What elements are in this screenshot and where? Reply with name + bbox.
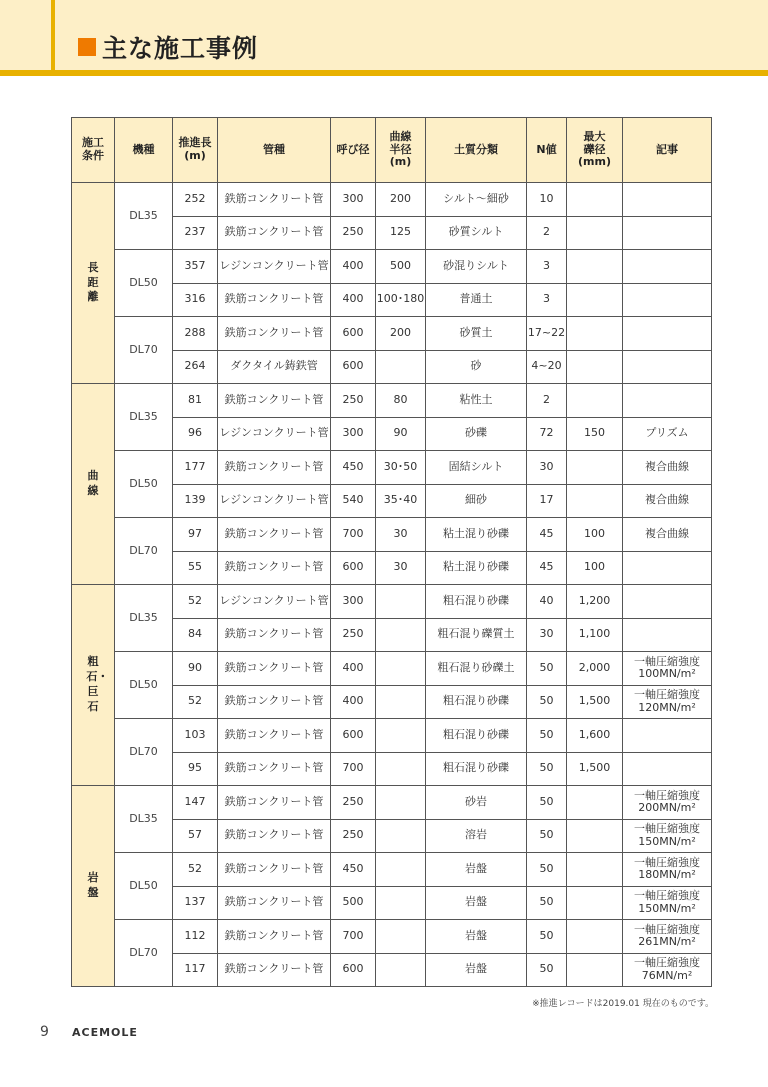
gravel-cell bbox=[567, 451, 623, 485]
radius-cell bbox=[376, 886, 426, 920]
radius-cell: 30 bbox=[376, 518, 426, 552]
n-cell: 4~20 bbox=[527, 350, 567, 384]
pipe-cell: 鉄筋コンクリート管 bbox=[218, 551, 331, 585]
length-cell: 96 bbox=[173, 417, 218, 451]
diameter-cell: 400 bbox=[331, 685, 376, 719]
remark-cell bbox=[623, 250, 712, 284]
soil-cell: 岩盤 bbox=[426, 953, 527, 987]
soil-cell: 砂岩 bbox=[426, 786, 527, 820]
length-cell: 237 bbox=[173, 216, 218, 250]
diameter-cell: 540 bbox=[331, 484, 376, 518]
length-cell: 95 bbox=[173, 752, 218, 786]
pipe-cell: ダクタイル鋳鉄管 bbox=[218, 350, 331, 384]
table-row bbox=[72, 317, 712, 351]
length-cell: 117 bbox=[173, 953, 218, 987]
condition-label: 粗石・巨石 bbox=[86, 655, 109, 713]
radius-cell: 500 bbox=[376, 250, 426, 284]
soil-cell: 砂質土 bbox=[426, 317, 527, 351]
n-cell: 3 bbox=[527, 283, 567, 317]
machine-cell: DL50 bbox=[115, 853, 173, 920]
soil-cell: 粗石混り礫質土 bbox=[426, 618, 527, 652]
radius-cell bbox=[376, 752, 426, 786]
pipe-cell: 鉄筋コンクリート管 bbox=[218, 384, 331, 418]
diameter-cell: 450 bbox=[331, 853, 376, 887]
length-cell: 147 bbox=[173, 786, 218, 820]
soil-cell: 砂 bbox=[426, 350, 527, 384]
gravel-cell bbox=[567, 283, 623, 317]
length-cell: 57 bbox=[173, 819, 218, 853]
radius-cell: 200 bbox=[376, 183, 426, 217]
n-cell: 50 bbox=[527, 719, 567, 753]
length-cell: 357 bbox=[173, 250, 218, 284]
remark-cell: 一軸圧縮強度 180MN/m² bbox=[623, 853, 712, 887]
soil-cell: 砂礫 bbox=[426, 417, 527, 451]
gravel-cell bbox=[567, 317, 623, 351]
radius-cell: 125 bbox=[376, 216, 426, 250]
machine-cell: DL70 bbox=[115, 518, 173, 585]
gravel-cell: 1,100 bbox=[567, 618, 623, 652]
soil-cell: 固結シルト bbox=[426, 451, 527, 485]
pipe-cell: 鉄筋コンクリート管 bbox=[218, 786, 331, 820]
length-cell: 97 bbox=[173, 518, 218, 552]
column-header: 最大 礫径 (mm) bbox=[567, 118, 623, 183]
radius-cell: 80 bbox=[376, 384, 426, 418]
radius-cell: 200 bbox=[376, 317, 426, 351]
length-cell: 252 bbox=[173, 183, 218, 217]
remark-cell: 一軸圧縮強度 100MN/m² bbox=[623, 652, 712, 686]
column-header: 施工 条件 bbox=[72, 118, 115, 183]
diameter-cell: 250 bbox=[331, 216, 376, 250]
soil-cell: 細砂 bbox=[426, 484, 527, 518]
radius-cell bbox=[376, 350, 426, 384]
n-cell: 3 bbox=[527, 250, 567, 284]
gravel-cell: 100 bbox=[567, 518, 623, 552]
gravel-cell bbox=[567, 920, 623, 954]
condition-label: 曲線 bbox=[87, 469, 99, 497]
gravel-cell bbox=[567, 384, 623, 418]
pipe-cell: レジンコンクリート管 bbox=[218, 484, 331, 518]
table-row bbox=[72, 183, 712, 217]
gravel-cell bbox=[567, 953, 623, 987]
column-header: 記事 bbox=[623, 118, 712, 183]
radius-cell bbox=[376, 853, 426, 887]
machine-cell: DL70 bbox=[115, 920, 173, 987]
page-title-text: 主な施工事例 bbox=[102, 34, 259, 63]
length-cell: 316 bbox=[173, 283, 218, 317]
diameter-cell: 600 bbox=[331, 551, 376, 585]
radius-cell bbox=[376, 819, 426, 853]
column-header: 呼び径 bbox=[331, 118, 376, 183]
diameter-cell: 700 bbox=[331, 752, 376, 786]
remark-cell: 複合曲線 bbox=[623, 484, 712, 518]
diameter-cell: 600 bbox=[331, 953, 376, 987]
diameter-cell: 600 bbox=[331, 719, 376, 753]
column-header: N値 bbox=[527, 118, 567, 183]
remark-cell bbox=[623, 216, 712, 250]
remark-cell bbox=[623, 585, 712, 619]
soil-cell: 粗石混り砂礫 bbox=[426, 719, 527, 753]
remark-cell bbox=[623, 551, 712, 585]
soil-cell: 粘性土 bbox=[426, 384, 527, 418]
table-row bbox=[72, 920, 712, 954]
diameter-cell: 500 bbox=[331, 886, 376, 920]
length-cell: 264 bbox=[173, 350, 218, 384]
gravel-cell bbox=[567, 216, 623, 250]
diameter-cell: 250 bbox=[331, 618, 376, 652]
column-header: 機種 bbox=[115, 118, 173, 183]
pipe-cell: 鉄筋コンクリート管 bbox=[218, 317, 331, 351]
radius-cell bbox=[376, 585, 426, 619]
condition-cell bbox=[72, 183, 115, 384]
n-cell: 50 bbox=[527, 886, 567, 920]
pipe-cell: 鉄筋コンクリート管 bbox=[218, 451, 331, 485]
remark-cell: 一軸圧縮強度 150MN/m² bbox=[623, 886, 712, 920]
gravel-cell bbox=[567, 250, 623, 284]
remark-cell bbox=[623, 350, 712, 384]
n-cell: 50 bbox=[527, 752, 567, 786]
pipe-cell: 鉄筋コンクリート管 bbox=[218, 953, 331, 987]
diameter-cell: 400 bbox=[331, 250, 376, 284]
n-cell: 50 bbox=[527, 786, 567, 820]
remark-cell bbox=[623, 752, 712, 786]
n-cell: 50 bbox=[527, 920, 567, 954]
gravel-cell: 1,500 bbox=[567, 685, 623, 719]
machine-cell: DL35 bbox=[115, 183, 173, 250]
radius-cell: 30･50 bbox=[376, 451, 426, 485]
remark-cell: 複合曲線 bbox=[623, 518, 712, 552]
gravel-cell bbox=[567, 484, 623, 518]
pipe-cell: レジンコンクリート管 bbox=[218, 585, 331, 619]
gravel-cell: 1,500 bbox=[567, 752, 623, 786]
diameter-cell: 400 bbox=[331, 652, 376, 686]
diameter-cell: 300 bbox=[331, 417, 376, 451]
radius-cell bbox=[376, 618, 426, 652]
pipe-cell: 鉄筋コンクリート管 bbox=[218, 719, 331, 753]
remark-cell bbox=[623, 719, 712, 753]
diameter-cell: 250 bbox=[331, 786, 376, 820]
diameter-cell: 600 bbox=[331, 350, 376, 384]
radius-cell bbox=[376, 786, 426, 820]
machine-cell: DL35 bbox=[115, 585, 173, 652]
soil-cell: シルト～細砂 bbox=[426, 183, 527, 217]
soil-cell: 砂質シルト bbox=[426, 216, 527, 250]
diameter-cell: 700 bbox=[331, 920, 376, 954]
pipe-cell: 鉄筋コンクリート管 bbox=[218, 618, 331, 652]
remark-cell bbox=[623, 283, 712, 317]
table-row bbox=[72, 384, 712, 418]
diameter-cell: 700 bbox=[331, 518, 376, 552]
n-cell: 72 bbox=[527, 417, 567, 451]
gravel-cell: 2,000 bbox=[567, 652, 623, 686]
gravel-cell bbox=[567, 819, 623, 853]
pipe-cell: 鉄筋コンクリート管 bbox=[218, 283, 331, 317]
page-title bbox=[78, 30, 258, 64]
pipe-cell: 鉄筋コンクリート管 bbox=[218, 752, 331, 786]
remark-cell: 一軸圧縮強度 120MN/m² bbox=[623, 685, 712, 719]
construction-cases-table bbox=[71, 117, 712, 987]
radius-cell: 90 bbox=[376, 417, 426, 451]
length-cell: 55 bbox=[173, 551, 218, 585]
machine-cell: DL70 bbox=[115, 317, 173, 384]
pipe-cell: レジンコンクリート管 bbox=[218, 250, 331, 284]
machine-cell: DL50 bbox=[115, 451, 173, 518]
title-square-icon bbox=[78, 38, 96, 56]
pipe-cell: 鉄筋コンクリート管 bbox=[218, 819, 331, 853]
length-cell: 137 bbox=[173, 886, 218, 920]
soil-cell: 粘土混り砂礫 bbox=[426, 518, 527, 552]
diameter-cell: 250 bbox=[331, 384, 376, 418]
remark-cell: プリズム bbox=[623, 417, 712, 451]
remark-cell: 一軸圧縮強度 261MN/m² bbox=[623, 920, 712, 954]
n-cell: 50 bbox=[527, 853, 567, 887]
table-row bbox=[72, 518, 712, 552]
length-cell: 103 bbox=[173, 719, 218, 753]
n-cell: 17~22 bbox=[527, 317, 567, 351]
pipe-cell: 鉄筋コンクリート管 bbox=[218, 886, 331, 920]
pipe-cell: 鉄筋コンクリート管 bbox=[218, 183, 331, 217]
pipe-cell: 鉄筋コンクリート管 bbox=[218, 216, 331, 250]
n-cell: 50 bbox=[527, 953, 567, 987]
n-cell: 40 bbox=[527, 585, 567, 619]
soil-cell: 岩盤 bbox=[426, 886, 527, 920]
footnote: ※推進レコードは2019.01 現在のものです。 bbox=[532, 999, 714, 1009]
header-rule bbox=[0, 70, 768, 76]
gravel-cell bbox=[567, 786, 623, 820]
gravel-cell bbox=[567, 886, 623, 920]
table-row bbox=[72, 250, 712, 284]
diameter-cell: 300 bbox=[331, 585, 376, 619]
length-cell: 90 bbox=[173, 652, 218, 686]
n-cell: 17 bbox=[527, 484, 567, 518]
table-row bbox=[72, 585, 712, 619]
gravel-cell: 1,600 bbox=[567, 719, 623, 753]
page-number: 9 bbox=[40, 1024, 49, 1040]
gravel-cell: 1,200 bbox=[567, 585, 623, 619]
radius-cell bbox=[376, 719, 426, 753]
machine-cell: DL35 bbox=[115, 384, 173, 451]
machine-cell: DL50 bbox=[115, 652, 173, 719]
diameter-cell: 300 bbox=[331, 183, 376, 217]
n-cell: 30 bbox=[527, 618, 567, 652]
machine-cell: DL35 bbox=[115, 786, 173, 853]
column-header: 土質分類 bbox=[426, 118, 527, 183]
gravel-cell bbox=[567, 183, 623, 217]
length-cell: 52 bbox=[173, 685, 218, 719]
gravel-cell bbox=[567, 853, 623, 887]
length-cell: 81 bbox=[173, 384, 218, 418]
gravel-cell: 100 bbox=[567, 551, 623, 585]
remark-cell: 一軸圧縮強度 150MN/m² bbox=[623, 819, 712, 853]
pipe-cell: 鉄筋コンクリート管 bbox=[218, 920, 331, 954]
diameter-cell: 250 bbox=[331, 819, 376, 853]
condition-cell bbox=[72, 384, 115, 585]
n-cell: 50 bbox=[527, 819, 567, 853]
soil-cell: 粗石混り砂礫 bbox=[426, 685, 527, 719]
soil-cell: 普通土 bbox=[426, 283, 527, 317]
remark-cell: 複合曲線 bbox=[623, 451, 712, 485]
remark-cell: 一軸圧縮強度 200MN/m² bbox=[623, 786, 712, 820]
n-cell: 50 bbox=[527, 685, 567, 719]
n-cell: 10 bbox=[527, 183, 567, 217]
n-cell: 2 bbox=[527, 216, 567, 250]
condition-cell bbox=[72, 786, 115, 987]
radius-cell: 100･180 bbox=[376, 283, 426, 317]
condition-cell bbox=[72, 585, 115, 786]
radius-cell bbox=[376, 652, 426, 686]
soil-cell: 粗石混り砂礫 bbox=[426, 585, 527, 619]
condition-label: 岩盤 bbox=[87, 871, 99, 899]
gravel-cell: 150 bbox=[567, 417, 623, 451]
soil-cell: 溶岩 bbox=[426, 819, 527, 853]
length-cell: 52 bbox=[173, 585, 218, 619]
pipe-cell: レジンコンクリート管 bbox=[218, 417, 331, 451]
table-row bbox=[72, 652, 712, 686]
diameter-cell: 450 bbox=[331, 451, 376, 485]
remark-cell bbox=[623, 618, 712, 652]
soil-cell: 粗石混り砂礫土 bbox=[426, 652, 527, 686]
length-cell: 177 bbox=[173, 451, 218, 485]
table-row bbox=[72, 719, 712, 753]
machine-cell: DL70 bbox=[115, 719, 173, 786]
radius-cell bbox=[376, 685, 426, 719]
column-header: 曲線 半径 (m) bbox=[376, 118, 426, 183]
diameter-cell: 600 bbox=[331, 317, 376, 351]
condition-label: 長距離 bbox=[87, 260, 99, 304]
soil-cell: 粗石混り砂礫 bbox=[426, 752, 527, 786]
n-cell: 45 bbox=[527, 518, 567, 552]
length-cell: 52 bbox=[173, 853, 218, 887]
n-cell: 30 bbox=[527, 451, 567, 485]
soil-cell: 粘土混り砂礫 bbox=[426, 551, 527, 585]
column-header: 管種 bbox=[218, 118, 331, 183]
soil-cell: 岩盤 bbox=[426, 920, 527, 954]
length-cell: 288 bbox=[173, 317, 218, 351]
soil-cell: 砂混りシルト bbox=[426, 250, 527, 284]
radius-cell bbox=[376, 953, 426, 987]
remark-cell bbox=[623, 183, 712, 217]
pipe-cell: 鉄筋コンクリート管 bbox=[218, 518, 331, 552]
length-cell: 139 bbox=[173, 484, 218, 518]
diameter-cell: 400 bbox=[331, 283, 376, 317]
n-cell: 45 bbox=[527, 551, 567, 585]
brand-name: ACEMOLE bbox=[72, 1026, 138, 1039]
length-cell: 84 bbox=[173, 618, 218, 652]
n-cell: 2 bbox=[527, 384, 567, 418]
remark-cell bbox=[623, 317, 712, 351]
header-accent-bar bbox=[51, 0, 55, 70]
radius-cell: 30 bbox=[376, 551, 426, 585]
soil-cell: 岩盤 bbox=[426, 853, 527, 887]
remark-cell: 一軸圧縮強度 76MN/m² bbox=[623, 953, 712, 987]
remark-cell bbox=[623, 384, 712, 418]
table-header-row bbox=[72, 118, 712, 183]
table-row bbox=[72, 853, 712, 887]
radius-cell: 35･40 bbox=[376, 484, 426, 518]
pipe-cell: 鉄筋コンクリート管 bbox=[218, 685, 331, 719]
length-cell: 112 bbox=[173, 920, 218, 954]
table-row bbox=[72, 786, 712, 820]
pipe-cell: 鉄筋コンクリート管 bbox=[218, 652, 331, 686]
table-row bbox=[72, 451, 712, 485]
column-header: 推進長 (m) bbox=[173, 118, 218, 183]
n-cell: 50 bbox=[527, 652, 567, 686]
machine-cell: DL50 bbox=[115, 250, 173, 317]
radius-cell bbox=[376, 920, 426, 954]
gravel-cell bbox=[567, 350, 623, 384]
pipe-cell: 鉄筋コンクリート管 bbox=[218, 853, 331, 887]
